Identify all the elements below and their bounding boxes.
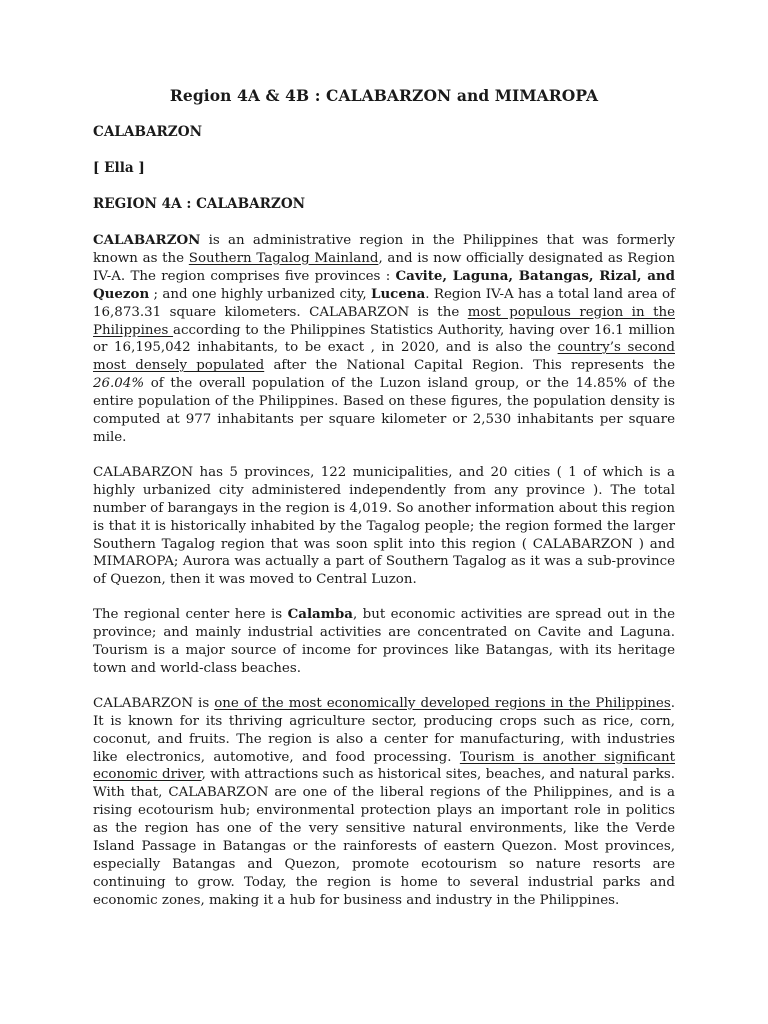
text-span: The regional center here is	[93, 607, 288, 623]
text-span: , but economic activities are spread out in the province; and mainly industrial activities are concentrated on Cavite and Laguna. Tourism is a major source of income for provinces like Batangas, with its heritage town and world-class beaches.	[93, 607, 676, 676]
paragraph-economy	[93, 695, 675, 910]
text-span: is an administrative region in the Philippines that was formerly known as the	[93, 233, 675, 266]
underlined-phrase: country’s second most densely populated	[93, 340, 675, 374]
regional-center-bold: Calamba	[287, 606, 353, 623]
underlined-phrase: Tourism is another significant economic driver	[93, 749, 675, 783]
underlined-phrase: Southern Tagalog Mainland	[188, 250, 379, 266]
text-span: , with attractions such as historical sites, beaches, and natural parks. With that, CALABARZON are one of the liberal regions of the Philippines, and is a rising ecotourism hub; environmental protection plays an important role in politics as the region has one of the very sensitive natural environments, like the Verde Island Passage in Batangas or the rainforests of eastern Quezon. Most provinces, especially Batangas and Quezon, promote ecotourism so nature resorts are continuing to grow. Today, the region is home to several industrial parks and economic zones, making it a hub for business and industry in the Philippines.	[93, 767, 675, 908]
text-span: after the National Capital Region. This represents the	[264, 358, 676, 374]
italic-percent: 26.04%	[93, 376, 145, 392]
document-title: Region 4A & 4B : CALABARZON and MIMAROPA	[169, 86, 599, 105]
region-heading: CALABARZON	[93, 124, 202, 140]
text-span: CALABARZON is	[93, 695, 215, 711]
text-span: . It is known for its thriving agriculture sector, producing crops such as rice, corn, coconut, and fruits. The region is also a center for manufacturing, with industries like electronics, automotive, and food processing.	[93, 695, 675, 765]
paragraph-provinces: CALABARZON has 5 provinces, 122 municipalities, and 20 cities ( 1 of which is a highly urbanized city administered independently from any province ). The total number of barangays in the region is 4,019. So another information about this region is that it is historically inhabited by the Tagalog people; the region formed the larger Southern Tagalog region that was soon split into this region ( CALABARZON ) and MIMAROPA; Aurora was actually a part of Southern Tagalog as it was a sub-province of Quezon, then it was moved to Central Luzon.	[93, 464, 675, 588]
underlined-phrase: most populous region in the Philippines	[93, 304, 675, 338]
section-heading: REGION 4A : CALABARZON	[93, 196, 306, 212]
city-bold: Lucena	[371, 285, 426, 302]
text-span: ; and one highly urbanized city,	[149, 286, 372, 302]
author-label: [ Ella ]	[93, 160, 145, 176]
underlined-phrase: one of the most economically developed regions in the Philippines	[214, 695, 671, 711]
provinces-bold: Cavite, Laguna, Batangas, Rizal, and Quezon	[93, 267, 675, 302]
text-span: . Region IV-A has a total land area of 16,873.31 square kilometers. CALABARZON is the	[93, 286, 675, 320]
paragraph-overview	[93, 232, 675, 447]
paragraph-regional-center	[93, 606, 675, 678]
text-span: of the overall population of the Luzon island group, or the 14.85% of the entire population of the Philippines. Based on these figures, the population density is computed at 977 inhabitants per square kilometer or 2,530 inhabitants per square mile.	[93, 376, 675, 445]
text-span: , and is now officially designated as Region IV-A. The region comprises five provinces :	[93, 250, 675, 284]
text-span: according to the Philippines Statistics Authority, having over 16.1 million or 16,195,042 inhabitants, to be exact , in 2020, and is also the	[93, 322, 675, 356]
region-name-bold: CALABARZON	[93, 232, 201, 248]
